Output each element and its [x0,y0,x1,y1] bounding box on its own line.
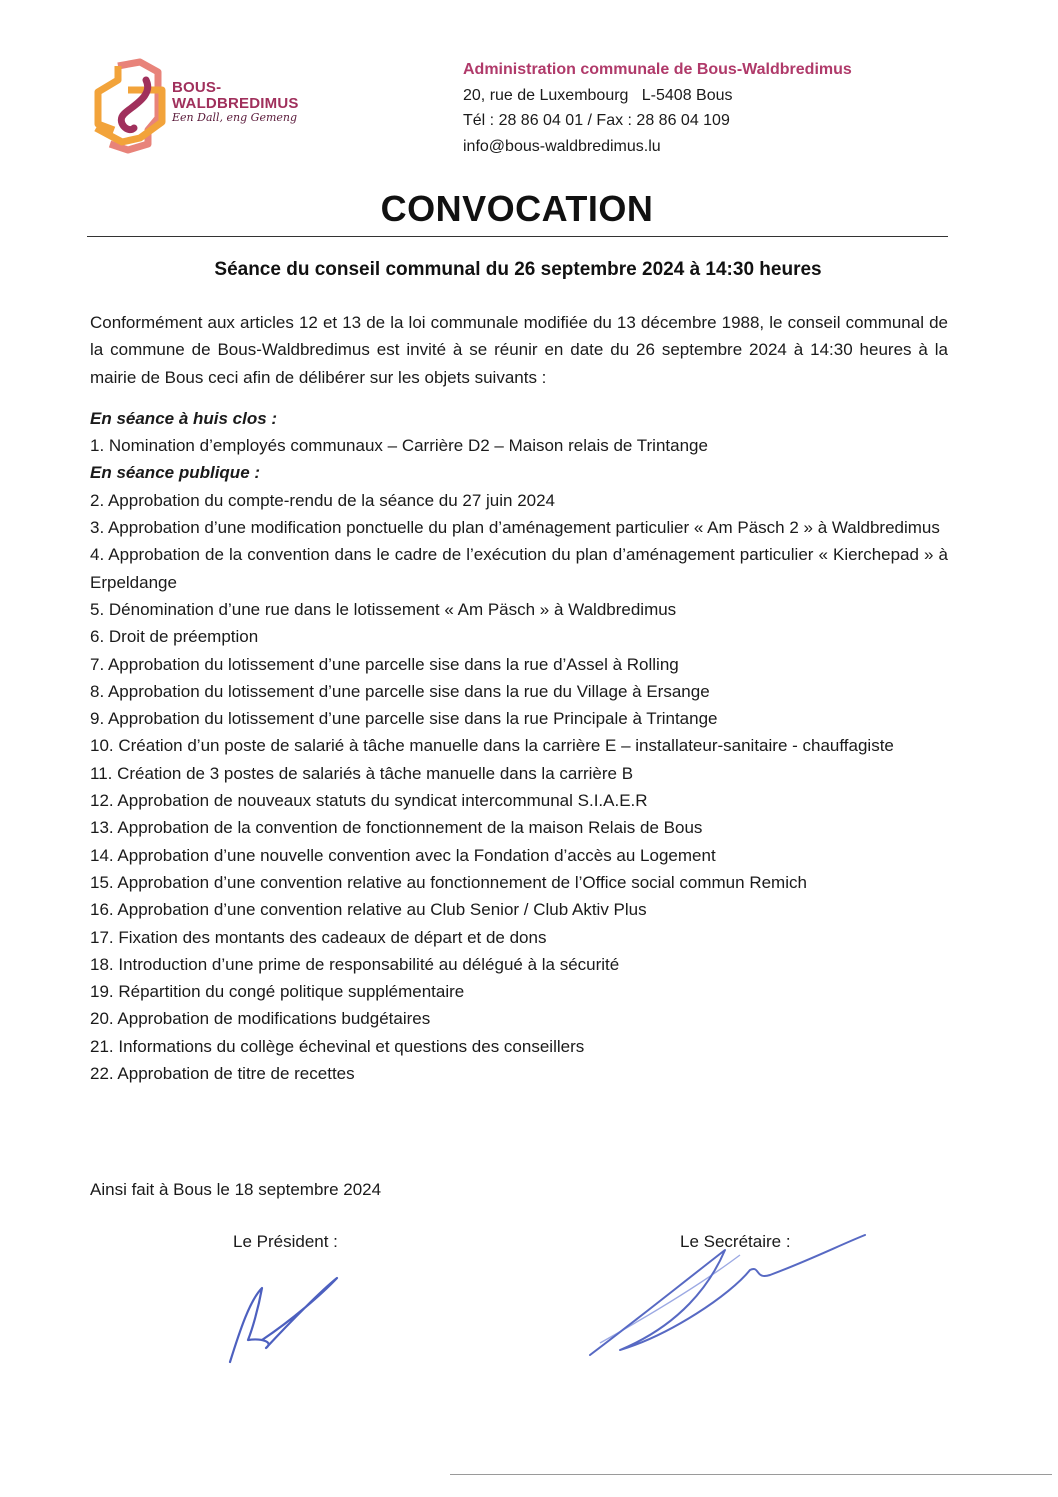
agenda-item: 7. Approbation du lotissement d’une parcelle sise dans la rue d’Assel à Rolling [90,654,679,674]
agenda-item: 2. Approbation du compte-rendu de la séance du 27 juin 2024 [90,490,556,510]
document-body [90,309,948,1087]
president-signature-icon [222,1270,352,1370]
logo-tagline: Een Dall, eng Gemeng [172,111,298,124]
section-heading-public: En séance publique : [90,463,261,483]
agenda-item: 21. Informations du collège échevinal et questions des conseillers [90,1036,585,1056]
closing-statement: Ainsi fait à Bous le 18 septembre 2024 [90,1180,382,1199]
street-address: 20, rue de Luxembourg L-5408 Bous [463,86,733,104]
agenda-item: 15. Approbation d’une convention relative au fonctionnement de l’Office social commun Remich [90,872,807,892]
agenda-item: 8. Approbation du lotissement d’une parcelle sise dans la rue du Village à Ersange [90,681,710,701]
logo-wordmark [172,80,299,112]
agenda-item: 16. Approbation d’une convention relative au Club Senior / Club Aktiv Plus [90,900,647,920]
email-address: info@bous-waldbredimus.lu [463,137,661,155]
agenda-item: 13. Approbation de la convention de fonctionnement de la maison Relais de Bous [90,818,703,838]
agenda-item: 20. Approbation de modifications budgétaires [90,1009,431,1029]
secretary-signature-icon [580,1225,880,1365]
agenda-item: 5. Dénomination d’une rue dans le lotissement « Am Päsch » à Waldbredimus [90,599,677,619]
secretary-label: Le Secrétaire : [680,1232,791,1251]
agenda-item: 4. Approbation de la convention dans le cadre de l’exécution du plan d’aménagement particulier « Kierchepad » à Erpeldange [90,545,948,592]
commune-emblem-icon [88,58,170,154]
title-divider [87,236,948,237]
agenda-item: 19. Répartition du congé politique supplémentaire [90,982,465,1002]
session-subtitle: Séance du conseil communal du 26 septembre 2024 à 14:30 heures [214,259,822,280]
address-block [463,57,852,159]
agenda-item: 22. Approbation de titre de recettes [90,1064,355,1084]
agenda-item: 12. Approbation de nouveaux statuts du syndicat intercommunal S.I.A.E.R [90,791,648,811]
bottom-scan-line [450,1474,1052,1475]
phone-fax: Tél : 28 86 04 01 / Fax : 28 86 04 109 [463,112,730,129]
agenda-item: 9. Approbation du lotissement d’une parcelle sise dans la rue Principale à Trintange [90,709,718,729]
agenda-item: 1. Nomination d’employés communaux – Carrière D2 – Maison relais de Trintange [90,436,708,456]
president-label: Le Président : [233,1232,338,1251]
logo-name-line1: BOUS- [172,79,222,96]
document-title: CONVOCATION [380,188,654,229]
agenda-item: 6. Droit de préemption [90,627,259,647]
organization-name: Administration communale de Bous-Waldbredimus [463,61,852,78]
agenda-item: 18. Introduction d’une prime de responsabilité au délégué à la sécurité [90,954,620,974]
agenda-item: 3. Approbation d’une modification ponctuelle du plan d’aménagement particulier « Am Päsch 2 » à Waldbredimus [90,518,940,538]
agenda-item: 10. Création d’un poste de salarié à tâche manuelle dans la carrière E – installateur-sanitaire - chauffagiste [90,736,894,756]
section-heading-closed: En séance à huis clos : [90,408,278,428]
agenda-item: 14. Approbation d’une nouvelle convention avec la Fondation d’accès au Logement [90,845,716,865]
logo-name-line2: WALDBREDIMUS [172,95,299,112]
intro-paragraph: Conformément aux articles 12 et 13 de la loi communale modifiée du 13 décembre 1988, le conseil communal de la commune de Bous-Waldbredimus est invité à se réunir en date du 26 septembre 2024 à 14:30 heures à la mairie de Bous ceci afin de délibérer sur les objets suivants : [90,313,948,387]
agenda-item: 17. Fixation des montants des cadeaux de départ et de dons [90,927,547,947]
agenda-item: 11. Création de 3 postes de salariés à tâche manuelle dans la carrière B [90,763,634,783]
